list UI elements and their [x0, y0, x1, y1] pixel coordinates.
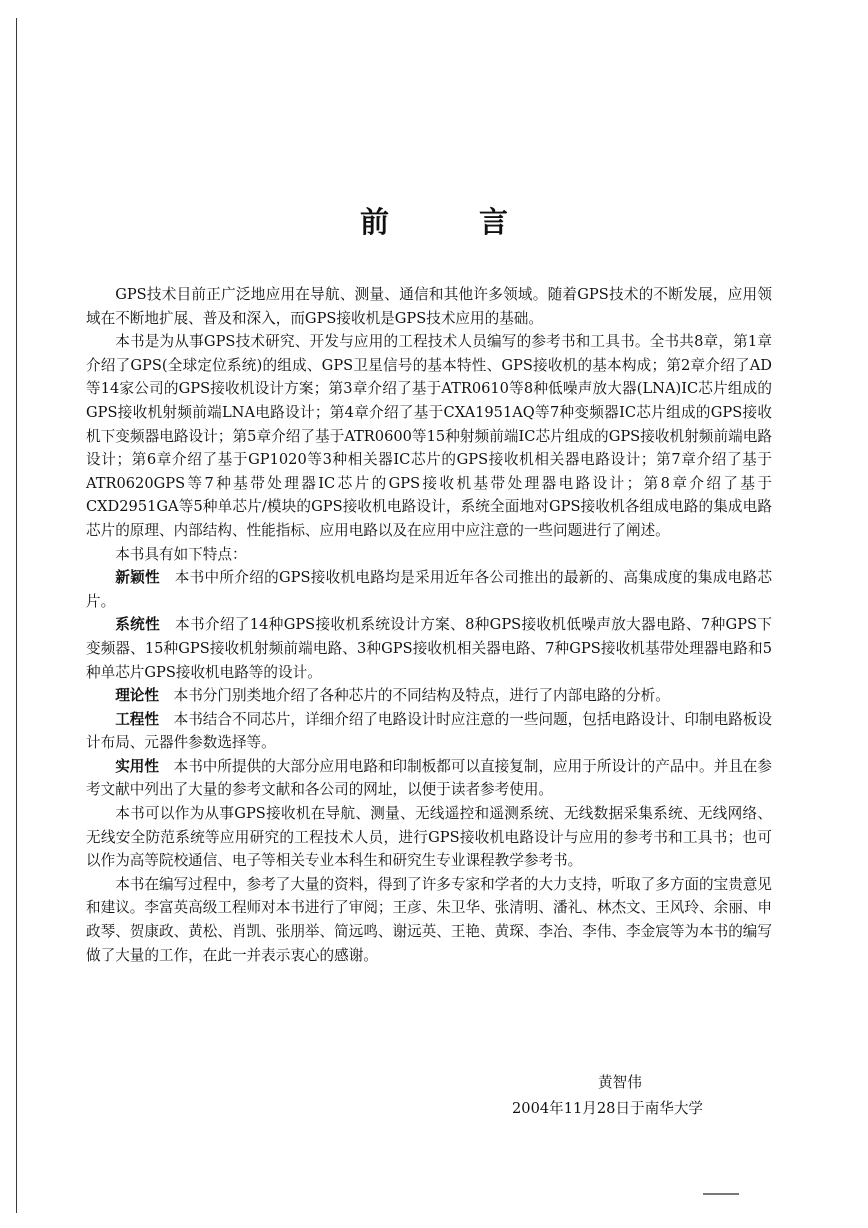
feature-term: 工程性 [115, 710, 159, 728]
paragraph-intro: GPS技术目前正广泛地应用在导航、测量、通信和其他许多领域。随着GPS技术的不断发展，应用领域在不断地扩展、普及和深入，而GPS接收机是GPS技术应用的基础。 [86, 286, 772, 327]
feature-text: 本书中所提供的大部分应用电路和印制板都可以直接复制，应用于所设计的产品中。并且在参考文献中列出了大量的参考文献和各公司的网址，以便于读者参考使用。 [86, 757, 772, 799]
feature-term: 理论性 [115, 687, 159, 705]
feature-novelty [86, 566, 772, 613]
feature-term: 新颖性 [115, 569, 160, 587]
feature-text: 本书介绍了14种GPS接收机系统设计方案、8种GPS接收机低噪声放大器电路、7种GPS下变频器、15种GPS接收机射频前端电路、3种GPS接收机相关器电路、7种GPS接收机基带处理器电路和5种单芯片GPS接收机电路等的设计。 [86, 616, 772, 681]
feature-systematic [86, 613, 772, 684]
feature-text: 本书中所介绍的GPS接收机电路均是采用近年各公司推出的最新的、高集成度的集成电路芯片。 [86, 569, 772, 610]
author-signature: 黄智伟 [598, 1074, 642, 1091]
feature-term: 系统性 [115, 616, 161, 634]
feature-text: 本书结合不同芯片，详细介绍了电路设计时应注意的一些问题，包括电路设计、印制电路板设计布局、元器件参数选择等。 [86, 710, 772, 752]
scan-mark [703, 1193, 739, 1195]
paragraph-acknowledgements: 本书在编写过程中，参考了大量的资料，得到了许多专家和学者的大力支持，听取了多方面的宝贵意见和建议。李富英高级工程师对本书进行了审阅；王彦、朱卫华、张清明、潘礼、林杰文、王风玲、余丽、申政琴、贺康政、黄松、肖凯、张朋举、简远鸣、谢远英、王艳、黄琛、李冶、李伟、李金宸等为本书的编写做了大量的工作，在此一并表示衷心的感谢。 [86, 875, 772, 964]
signature-date: 2004年11月28日于南华大学 [512, 1100, 704, 1117]
feature-theory [86, 684, 772, 708]
paragraph-audience: 本书可以作为从事GPS接收机在导航、测量、无线遥控和遥测系统、无线数据采集系统、无线网络、无线安全防范系统等应用研究的工程技术人员，进行GPS接收机电路设计与应用的参考书和工具书；也可以作为高等院校通信、电子等相关专业本科生和研究生专业课程教学参考书。 [86, 805, 772, 870]
paragraph-contents: 本书是为从事GPS技术研究、开发与应用的工程技术人员编写的参考书和工具书。全书共8章，第1章介绍了GPS(全球定位系统)的组成、GPS卫星信号的基本特性、GPS接收机的基本构成；第2章介绍了AD等14家公司的GPS接收机设计方案；第3章介绍了基于ATR0610等8种低噪声放大器(LNA)IC芯片组成的GPS接收机射频前端LNA电路设计；第4章介绍了基于CXA1951AQ等7种变频器IC芯片组成的GPS接收机下变频器电路设计；第5章介绍了基于ATR0600等15种射频前端IC芯片组成的GPS接收机射频前端电路设计；第6章介绍了基于GP1020等3种相关器IC芯片的GPS接收机相关器电路设计；第7章介绍了基于ATR0620GPS等7种基带处理器IC芯片的GPS接收机基带处理器电路设计；第8章介绍了基于CXD2951GA等5种单芯片/模块的GPS接收机电路设计，系统全面地对GPS接收机各组成电路的集成电路芯片的原理、内部结构、性能指标、应用电路以及在应用中应注意的一些问题进行了阐述。 [86, 333, 772, 539]
page-edge-line [16, 18, 17, 1213]
preface-body [86, 283, 772, 967]
feature-term: 实用性 [115, 757, 159, 775]
feature-text: 本书分门别类地介绍了各种芯片的不同结构及特点，进行了内部电路的分析。 [173, 687, 670, 705]
feature-engineering [86, 708, 772, 755]
feature-practical [86, 755, 772, 802]
paragraph-features-intro: 本书具有如下特点： [115, 545, 247, 563]
page-title: 前 言 [359, 205, 549, 239]
